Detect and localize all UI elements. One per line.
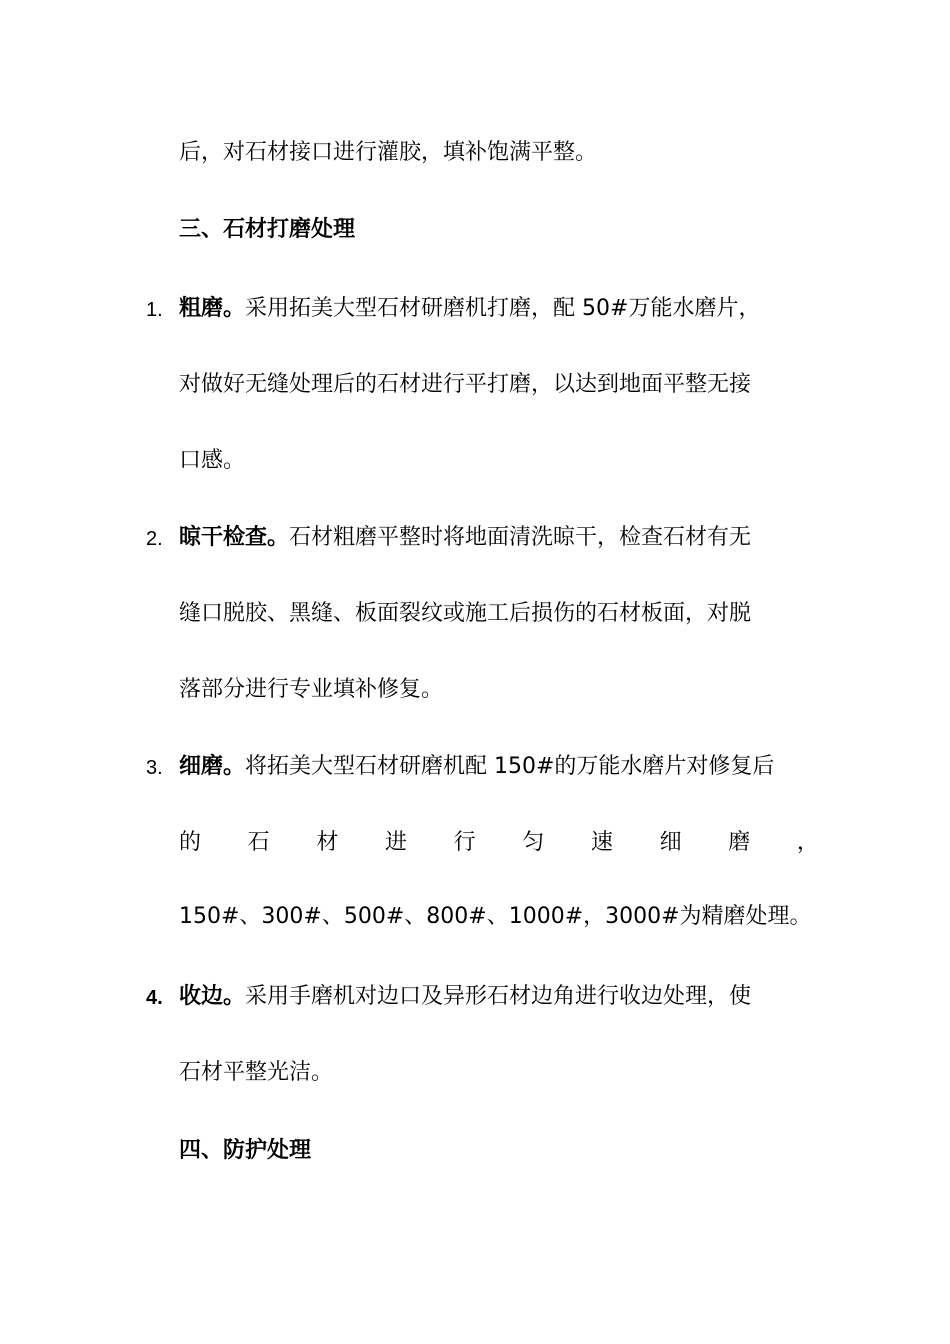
list-number-4: 4. xyxy=(146,987,163,1009)
list-item-1-lead: 粗磨。 xyxy=(179,296,246,321)
spread-char: 磨 xyxy=(728,830,751,855)
list-item-4-line-1 xyxy=(179,982,751,1012)
list-item-1-text: 采用拓美大型石材研磨机打磨，配 50#万能水磨片， xyxy=(245,296,761,321)
spread-char: 材 xyxy=(316,830,339,855)
list-item-3-lead: 细磨。 xyxy=(179,754,246,779)
list-number-2: 2. xyxy=(146,528,163,550)
list-number-1: 1. xyxy=(146,299,163,321)
list-item-3-text: 将拓美大型石材研磨机配 150#的万能水磨片对修复后 xyxy=(245,754,775,779)
list-number-3: 3. xyxy=(146,757,163,779)
paragraph-line: 后，对石材接口进行灌胶，填补饱满平整。 xyxy=(179,140,598,165)
list-item-2-line-1 xyxy=(179,523,751,553)
spread-char: 行 xyxy=(453,830,476,855)
list-item-3-line-1 xyxy=(179,752,774,782)
list-item-1-line-1 xyxy=(179,294,760,324)
spread-char: 速 xyxy=(590,830,613,855)
list-item-2-line-3: 落部分进行专业填补修复。 xyxy=(179,677,444,702)
list-item-3-line-2 xyxy=(179,828,819,858)
list-item-2-line-2: 缝口脱胶、黑缝、板面裂纹或施工后损伤的石材板面，对脱 xyxy=(179,601,752,626)
list-item-4-line-2: 石材平整光洁。 xyxy=(179,1060,334,1085)
list-item-1-line-2: 对做好无缝处理后的石材进行平打磨，以达到地面平整无接 xyxy=(179,372,752,397)
list-item-2-lead: 晾干检查。 xyxy=(179,525,290,550)
list-item-1-line-3: 口感。 xyxy=(179,448,246,473)
spread-char: 的 xyxy=(179,830,202,855)
section-heading-4: 四、防护处理 xyxy=(179,1138,312,1163)
spread-char: 进 xyxy=(384,830,407,855)
list-item-4-text: 采用手磨机对边口及异形石材边角进行收边处理，使 xyxy=(245,984,752,1009)
spread-char: 石 xyxy=(247,830,270,855)
list-item-3-line-3: 150#、300#、500#、800#、1000#，3000#为精磨处理。 xyxy=(179,904,812,929)
spread-char: 匀 xyxy=(522,830,545,855)
list-item-2-text: 石材粗磨平整时将地面清洗晾干，检查石材有无 xyxy=(289,525,752,550)
spread-char: ， xyxy=(796,830,819,855)
section-heading-3: 三、石材打磨处理 xyxy=(179,217,356,242)
spread-char: 细 xyxy=(659,830,682,855)
list-item-4-lead: 收边。 xyxy=(179,984,246,1009)
